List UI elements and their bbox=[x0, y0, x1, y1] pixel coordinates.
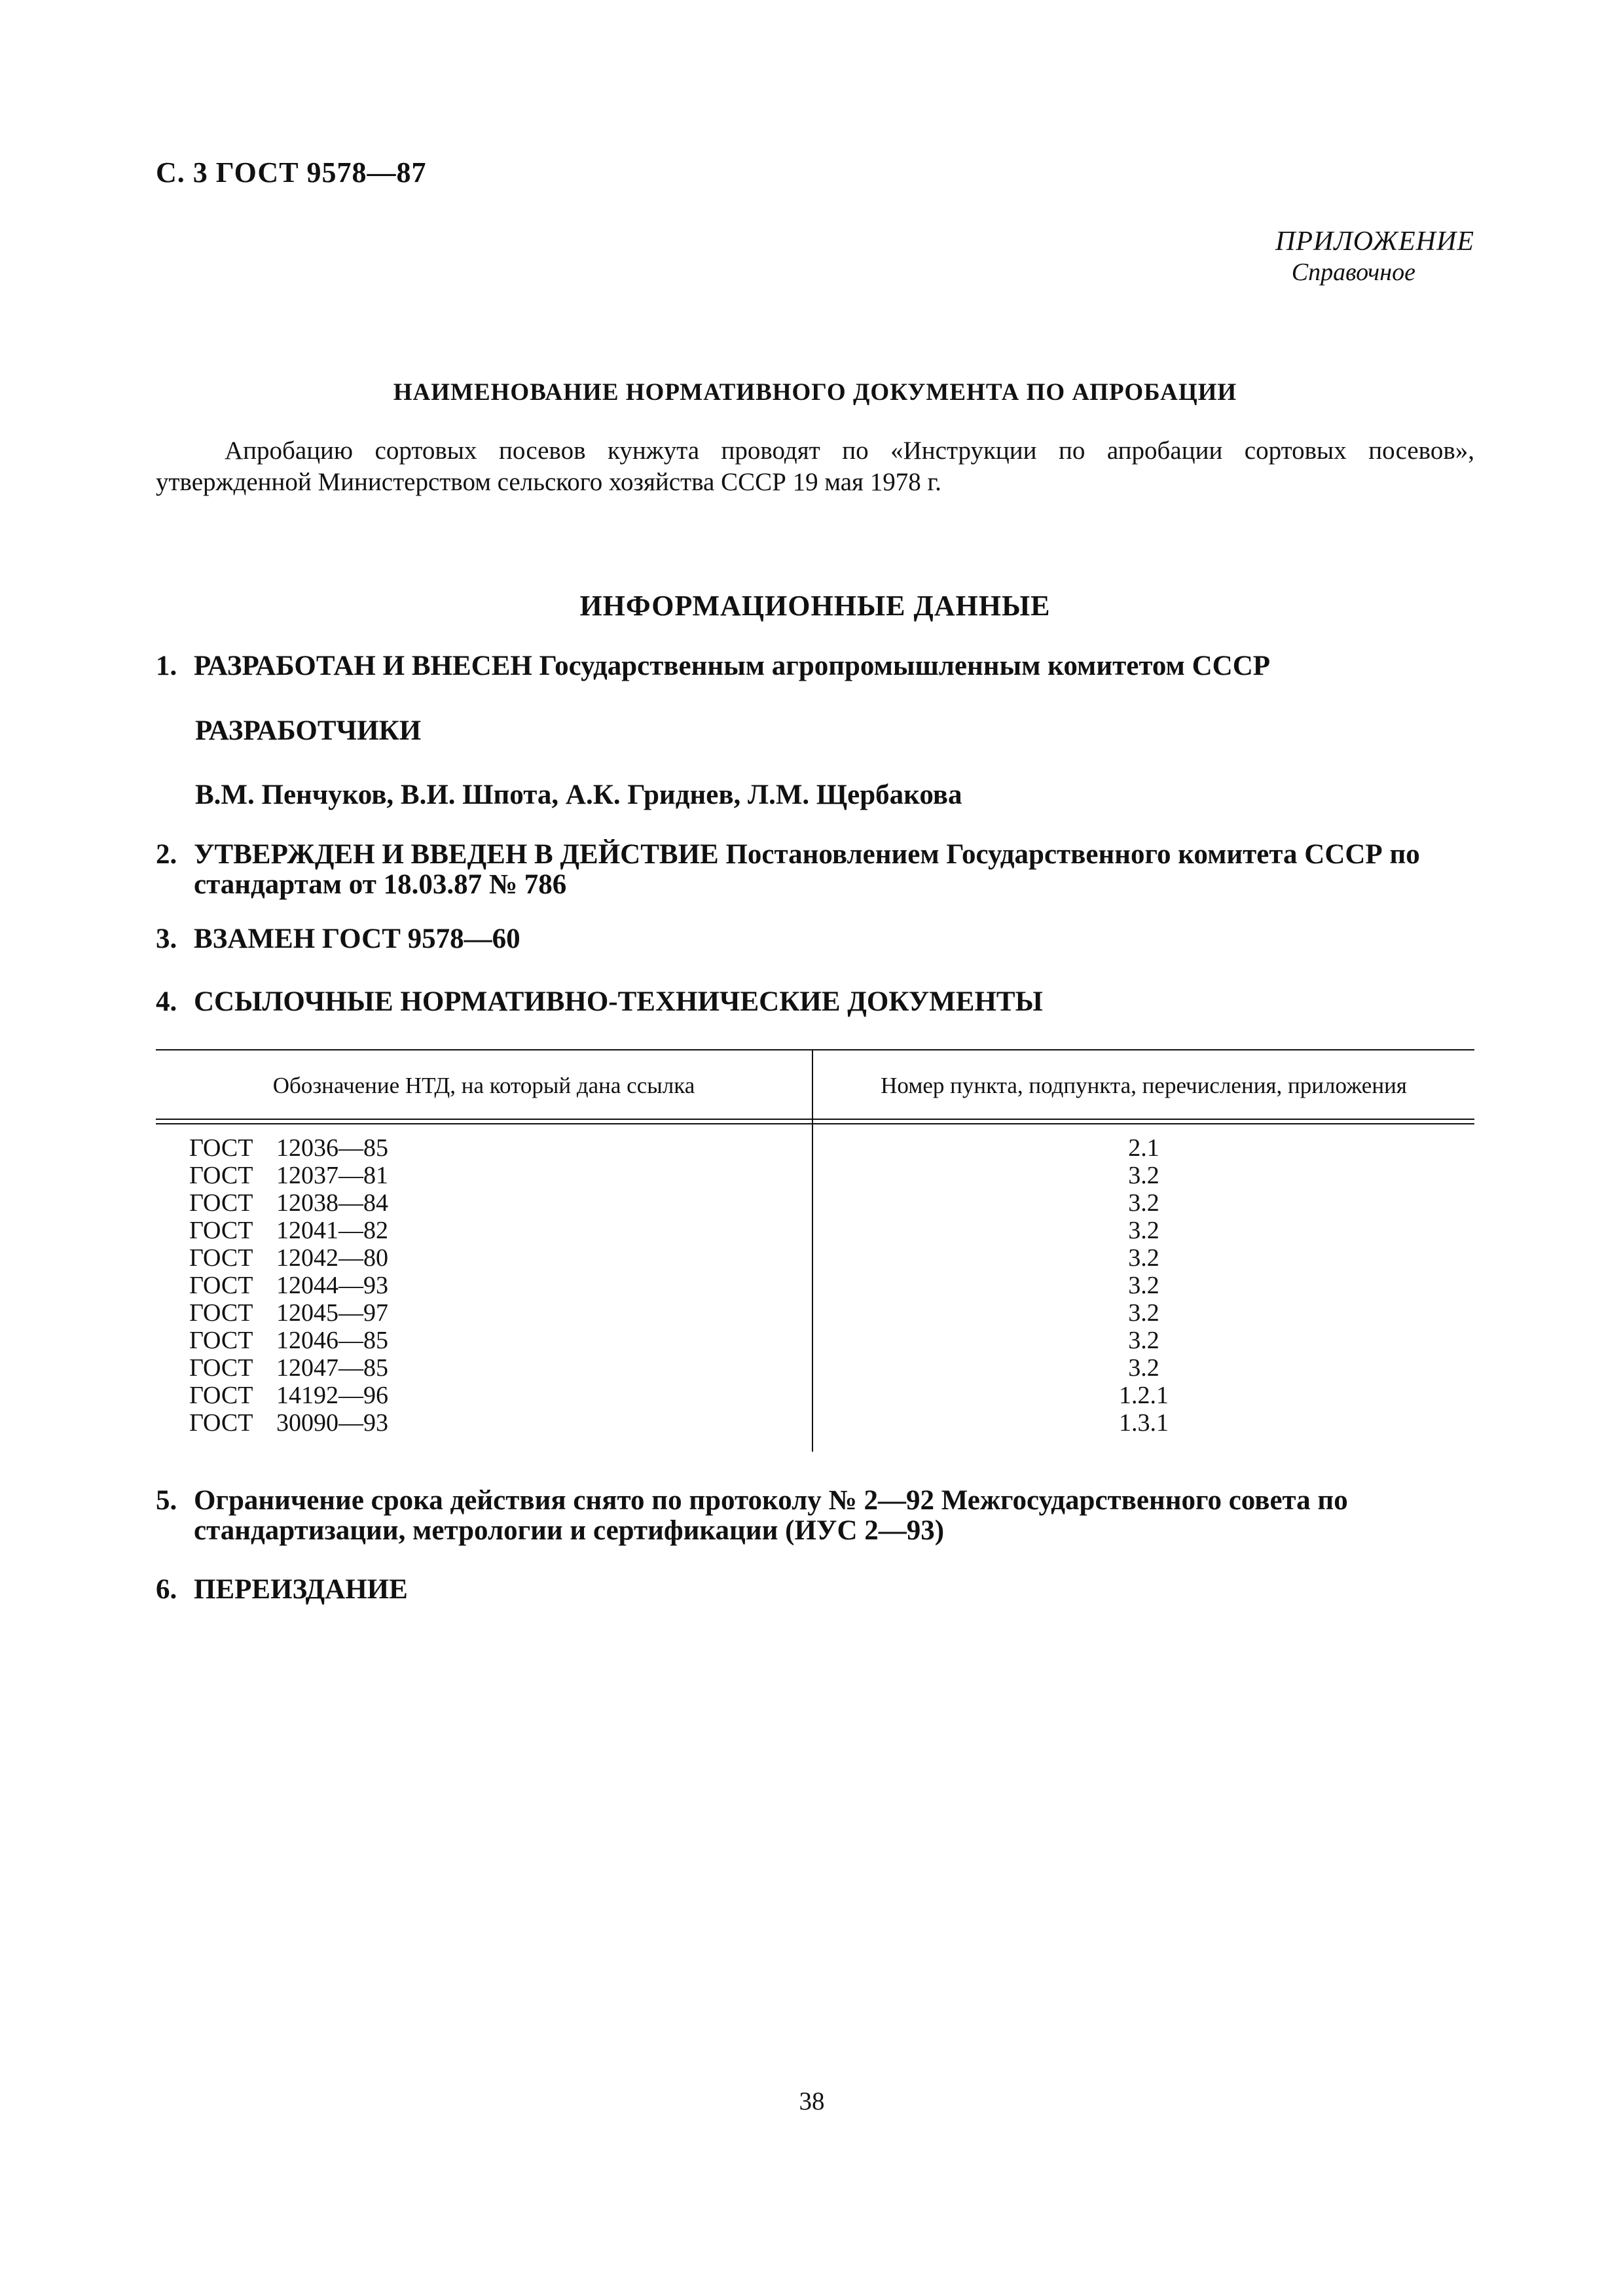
item-text: УТВЕРЖДЕН И ВВЕДЕН В ДЕЙСТВИЕ Постановлением Государственного комитета СССР по стандартам от 18.03.87 № 786 bbox=[194, 839, 1420, 900]
info-item-1 bbox=[156, 651, 1270, 681]
gost-prefix: ГОСТ bbox=[189, 1134, 253, 1162]
gost-number: 12045—97 bbox=[276, 1299, 388, 1327]
gost-number: 12042—80 bbox=[276, 1244, 388, 1272]
gost-number: 12046—85 bbox=[276, 1327, 388, 1354]
gost-prefix: ГОСТ bbox=[189, 1217, 253, 1244]
info-item-6 bbox=[156, 1575, 408, 1605]
item-number: 6. bbox=[156, 1574, 177, 1605]
appendix-subtitle: Справочное bbox=[1291, 259, 1415, 286]
gost-prefix: ГОСТ bbox=[189, 1382, 253, 1409]
gost-prefix: ГОСТ bbox=[189, 1327, 253, 1354]
gost-prefix: ГОСТ bbox=[189, 1299, 253, 1327]
gost-prefix: ГОСТ bbox=[189, 1354, 253, 1382]
developers-names: В.М. Пенчуков, В.И. Шпота, А.К. Гриднев, Л.М. Щербакова bbox=[195, 780, 962, 810]
table-row-document bbox=[189, 1217, 388, 1244]
table-header-document: Обозначение НТД, на который дана ссылка bbox=[272, 1073, 695, 1098]
item-text: ВЗАМЕН ГОСТ 9578—60 bbox=[194, 924, 520, 954]
table-row-clause: 3.2 bbox=[1128, 1299, 1159, 1327]
gost-prefix: ГОСТ bbox=[189, 1409, 253, 1437]
table-row-clause: 3.2 bbox=[1128, 1327, 1159, 1354]
gost-number: 30090—93 bbox=[276, 1409, 388, 1437]
developers-label: РАЗРАБОТЧИКИ bbox=[195, 715, 422, 746]
item-text: РАЗРАБОТАН И ВНЕСЕН Государственным агропромышленным комитетом СССР bbox=[194, 651, 1271, 681]
approbation-paragraph bbox=[156, 435, 1474, 498]
item-number: 2. bbox=[156, 839, 177, 870]
page-number: 38 bbox=[799, 2087, 825, 2115]
item-number: 4. bbox=[156, 986, 177, 1017]
table-row-document bbox=[189, 1272, 388, 1299]
table-row-clause: 3.2 bbox=[1128, 1272, 1159, 1299]
table-row-document bbox=[189, 1354, 388, 1382]
item-text: ССЫЛОЧНЫЕ НОРМАТИВНО-ТЕХНИЧЕСКИЕ ДОКУМЕНТЫ bbox=[194, 986, 1043, 1017]
table-row-document bbox=[189, 1189, 388, 1217]
gost-number: 12047—85 bbox=[276, 1354, 388, 1382]
table-row-clause: 3.2 bbox=[1128, 1244, 1159, 1272]
table-row-document bbox=[189, 1382, 388, 1409]
table-row-document bbox=[189, 1162, 388, 1189]
table-row-clause: 3.2 bbox=[1128, 1189, 1159, 1217]
info-heading: ИНФОРМАЦИОННЫЕ ДАННЫЕ bbox=[579, 590, 1051, 622]
item-number: 5. bbox=[156, 1485, 177, 1516]
gost-number: 12036—85 bbox=[276, 1134, 388, 1162]
table-row-clause: 2.1 bbox=[1128, 1134, 1159, 1162]
table-column-documents bbox=[189, 1134, 388, 1437]
gost-number: 12037—81 bbox=[276, 1162, 388, 1189]
table-header-rule bbox=[156, 1119, 1474, 1120]
table-top-rule bbox=[156, 1049, 1474, 1050]
item-text: ПЕРЕИЗДАНИЕ bbox=[194, 1574, 408, 1605]
info-item-5 bbox=[156, 1486, 1512, 1546]
table-column-clauses bbox=[813, 1134, 1474, 1437]
table-row-clause: 3.2 bbox=[1128, 1162, 1159, 1189]
table-row-clause: 3.2 bbox=[1128, 1354, 1159, 1382]
info-item-3 bbox=[156, 924, 520, 954]
table-row-clause: 3.2 bbox=[1128, 1217, 1159, 1244]
gost-number: 12044—93 bbox=[276, 1272, 388, 1299]
approbation-heading: НАИМЕНОВАНИЕ НОРМАТИВНОГО ДОКУМЕНТА ПО АПРОБАЦИИ bbox=[393, 379, 1237, 406]
item-text: Ограничение срока действия снято по протоколу № 2—92 Межгосударственного совета по стандартизации, метрологии и сертификации (ИУС 2—93) bbox=[194, 1485, 1348, 1546]
table-header-clause: Номер пункта, подпункта, перечисления, приложения bbox=[881, 1073, 1407, 1098]
gost-number: 12041—82 bbox=[276, 1217, 388, 1244]
table-row-document bbox=[189, 1134, 388, 1162]
table-row-clause: 1.2.1 bbox=[1119, 1382, 1169, 1409]
gost-prefix: ГОСТ bbox=[189, 1162, 253, 1189]
gost-number: 14192—96 bbox=[276, 1382, 388, 1409]
gost-prefix: ГОСТ bbox=[189, 1244, 253, 1272]
table-row-clause: 1.3.1 bbox=[1119, 1409, 1169, 1437]
info-item-2 bbox=[156, 840, 1512, 900]
table-row-document bbox=[189, 1299, 388, 1327]
gost-prefix: ГОСТ bbox=[189, 1189, 253, 1217]
table-header-rule bbox=[156, 1123, 1474, 1124]
item-number: 3. bbox=[156, 924, 177, 954]
gost-number: 12038—84 bbox=[276, 1189, 388, 1217]
table-row-document bbox=[189, 1327, 388, 1354]
page-header: С. 3 ГОСТ 9578—87 bbox=[156, 156, 427, 188]
appendix-title: ПРИЛОЖЕНИЕ bbox=[1275, 226, 1474, 257]
gost-prefix: ГОСТ bbox=[189, 1272, 253, 1299]
table-row-document bbox=[189, 1244, 388, 1272]
item-number: 1. bbox=[156, 651, 177, 681]
info-item-4 bbox=[156, 987, 1043, 1017]
approbation-text: Апробацию сортовых посевов кунжута проводят по «Инструкции по апробации сортовых посевов», утвержденной Министерством сельского хозяйства СССР 19 мая 1978 г. bbox=[156, 437, 1474, 496]
table-row-document bbox=[189, 1409, 388, 1437]
